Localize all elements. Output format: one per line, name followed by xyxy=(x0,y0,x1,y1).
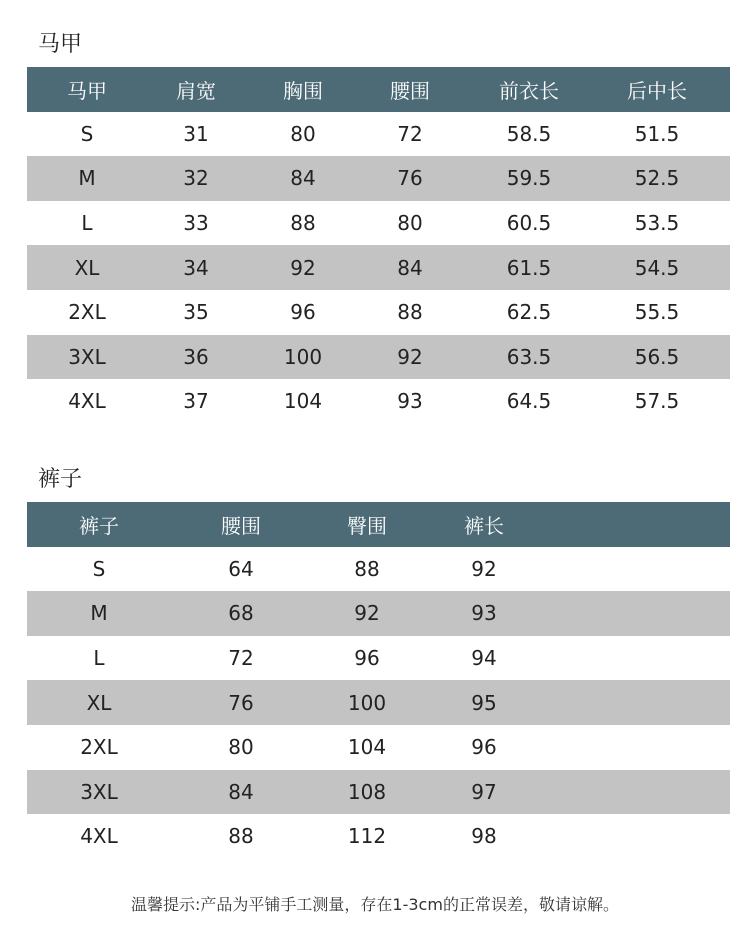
table-row xyxy=(27,636,730,681)
table-cell: 104 xyxy=(347,735,387,760)
table-cell: 112 xyxy=(347,824,387,849)
table-cell: 35 xyxy=(183,300,209,325)
table-cell: 97 xyxy=(471,779,497,804)
table-cell: 98 xyxy=(471,824,497,849)
table-cell: 80 xyxy=(397,211,423,236)
table-cell: 72 xyxy=(397,121,423,146)
table-cell: 34 xyxy=(183,255,209,280)
table-cell: M xyxy=(78,166,96,191)
table-cell: 64.5 xyxy=(506,389,552,414)
table-cell: 62.5 xyxy=(506,300,552,325)
column-header: 裤长 xyxy=(464,513,504,538)
table-cell: 32 xyxy=(183,166,209,191)
table-cell: 59.5 xyxy=(506,166,552,191)
footer-note: 温馨提示:产品为平铺手工测量，存在1-3cm的正常误差，敬请谅解。 xyxy=(131,895,619,914)
table-cell: 108 xyxy=(347,779,387,804)
pants-section-title: 裤子 xyxy=(38,467,83,492)
table-cell: 80 xyxy=(228,735,254,760)
table-cell: 93 xyxy=(397,389,423,414)
column-header: 臀围 xyxy=(347,513,387,538)
table-cell: 88 xyxy=(228,824,254,849)
table-cell: 84 xyxy=(228,779,254,804)
table-cell: 94 xyxy=(471,646,497,671)
table-cell: 61.5 xyxy=(506,255,552,280)
table-cell: 96 xyxy=(471,735,497,760)
table-cell: 56.5 xyxy=(634,344,680,369)
column-header: 前衣长 xyxy=(499,78,559,103)
column-header: 胸围 xyxy=(283,78,323,103)
table-cell: 2XL xyxy=(68,300,106,325)
table-cell: 63.5 xyxy=(506,344,552,369)
table-cell: L xyxy=(81,211,93,236)
table-cell: 92 xyxy=(290,255,316,280)
table-cell: 80 xyxy=(290,121,316,146)
table-cell: 2XL xyxy=(80,735,118,760)
table-cell: 92 xyxy=(471,556,497,581)
table-cell: 96 xyxy=(290,300,316,325)
column-header: 腰围 xyxy=(390,78,430,103)
table-row xyxy=(27,770,730,815)
table-cell: 96 xyxy=(354,646,380,671)
table-cell: 88 xyxy=(354,556,380,581)
column-header: 裤子 xyxy=(79,513,119,538)
table-cell: 88 xyxy=(397,300,423,325)
table-cell: 64 xyxy=(228,556,254,581)
table-cell: 37 xyxy=(183,389,209,414)
table-cell: 3XL xyxy=(80,779,118,804)
table-cell: 84 xyxy=(290,166,316,191)
table-header-row xyxy=(27,67,730,112)
table-cell: 100 xyxy=(283,344,323,369)
table-cell: 68 xyxy=(228,601,254,626)
column-header: 马甲 xyxy=(67,78,107,103)
column-header: 肩宽 xyxy=(176,78,216,103)
table-row xyxy=(27,112,730,157)
table-cell: 100 xyxy=(347,690,387,715)
table-cell: 76 xyxy=(228,690,254,715)
table-cell: 60.5 xyxy=(506,211,552,236)
table-cell: 52.5 xyxy=(634,166,680,191)
vest-section-title: 马甲 xyxy=(38,32,83,57)
table-row xyxy=(27,680,730,725)
table-cell: 88 xyxy=(290,211,316,236)
table-cell: 93 xyxy=(471,601,497,626)
table-cell: 84 xyxy=(397,255,423,280)
table-row xyxy=(27,335,730,380)
table-cell: 4XL xyxy=(68,389,106,414)
table-cell: 55.5 xyxy=(634,300,680,325)
table-cell: 76 xyxy=(397,166,423,191)
table-row xyxy=(27,201,730,246)
table-cell: 3XL xyxy=(68,344,106,369)
table-cell: 58.5 xyxy=(506,121,552,146)
table-cell: XL xyxy=(86,690,112,715)
table-cell: S xyxy=(92,556,106,581)
column-header: 后中长 xyxy=(627,78,687,103)
table-row xyxy=(27,245,730,290)
table-cell: 36 xyxy=(183,344,209,369)
table-cell: 54.5 xyxy=(634,255,680,280)
table-cell: 104 xyxy=(283,389,323,414)
table-cell: 92 xyxy=(397,344,423,369)
table-cell: L xyxy=(93,646,105,671)
table-cell: 57.5 xyxy=(634,389,680,414)
table-cell: 72 xyxy=(228,646,254,671)
table-row xyxy=(27,290,730,335)
table-row xyxy=(27,814,730,859)
table-row xyxy=(27,156,730,201)
table-cell: XL xyxy=(74,255,100,280)
table-cell: 31 xyxy=(183,121,209,146)
table-row xyxy=(27,379,730,424)
column-header: 腰围 xyxy=(221,513,261,538)
table-row xyxy=(27,591,730,636)
vest-size-table xyxy=(27,67,730,424)
table-row xyxy=(27,725,730,770)
pants-size-table xyxy=(27,502,730,859)
table-cell: 33 xyxy=(183,211,209,236)
table-cell: 4XL xyxy=(80,824,118,849)
table-cell: 95 xyxy=(471,690,497,715)
table-cell: 92 xyxy=(354,601,380,626)
table-row xyxy=(27,547,730,592)
table-cell: 51.5 xyxy=(634,121,680,146)
table-cell: S xyxy=(80,121,94,146)
table-cell: M xyxy=(90,601,108,626)
table-header-row xyxy=(27,502,730,547)
table-cell: 53.5 xyxy=(634,211,680,236)
